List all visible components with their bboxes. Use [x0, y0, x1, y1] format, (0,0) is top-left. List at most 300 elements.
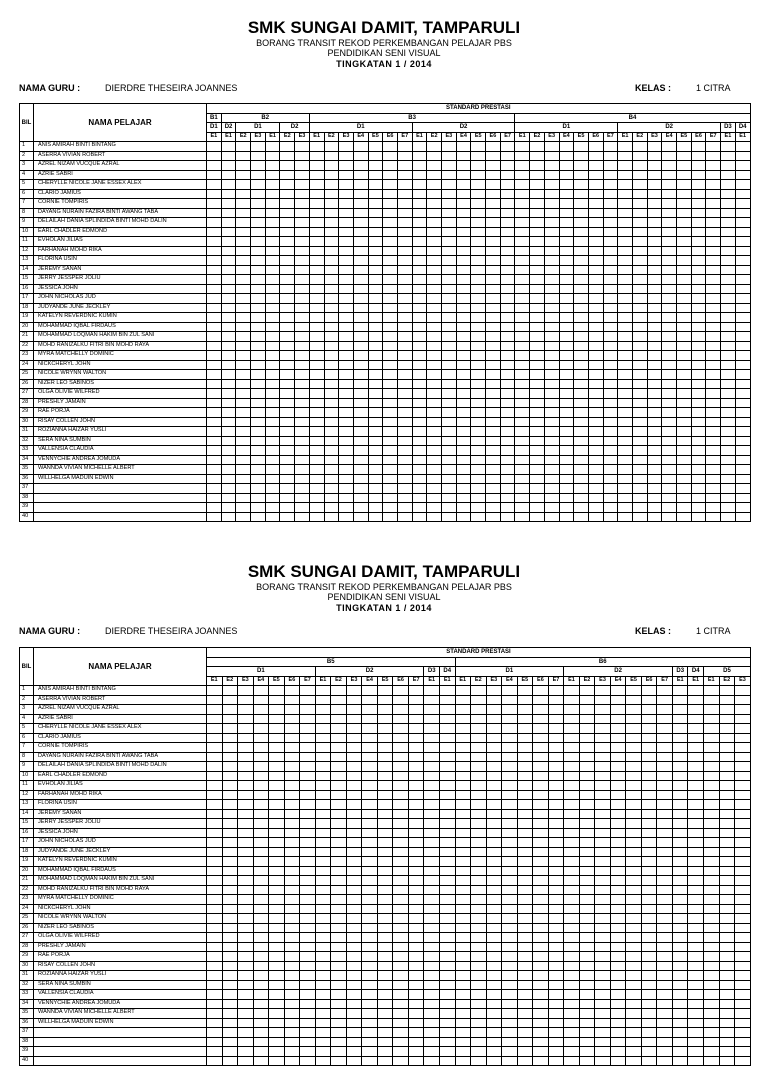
score-cell[interactable] [383, 465, 398, 475]
score-cell[interactable] [439, 847, 455, 857]
score-cell[interactable] [383, 218, 398, 228]
score-cell[interactable] [362, 1028, 378, 1038]
score-cell[interactable] [517, 714, 533, 724]
score-cell[interactable] [236, 237, 251, 247]
score-cell[interactable] [324, 246, 339, 256]
score-cell[interactable] [603, 351, 618, 361]
score-cell[interactable] [544, 408, 559, 418]
score-cell[interactable] [455, 800, 471, 810]
score-cell[interactable] [397, 142, 412, 152]
score-cell[interactable] [515, 379, 530, 389]
score-cell[interactable] [424, 895, 440, 905]
score-cell[interactable] [393, 705, 409, 715]
score-cell[interactable] [253, 847, 269, 857]
score-cell[interactable] [706, 161, 721, 171]
score-cell[interactable] [657, 819, 673, 829]
score-cell[interactable] [309, 208, 324, 218]
score-cell[interactable] [362, 762, 378, 772]
score-cell[interactable] [574, 484, 589, 494]
score-cell[interactable] [284, 999, 300, 1009]
score-cell[interactable] [486, 724, 502, 734]
score-cell[interactable] [677, 180, 692, 190]
score-cell[interactable] [295, 370, 310, 380]
score-cell[interactable] [222, 895, 238, 905]
score-cell[interactable] [595, 809, 611, 819]
score-cell[interactable] [295, 360, 310, 370]
score-cell[interactable] [383, 294, 398, 304]
score-cell[interactable] [533, 838, 549, 848]
score-cell[interactable] [719, 838, 735, 848]
score-cell[interactable] [548, 743, 564, 753]
score-cell[interactable] [324, 512, 339, 522]
score-cell[interactable] [544, 303, 559, 313]
score-cell[interactable] [353, 303, 368, 313]
score-cell[interactable] [456, 189, 471, 199]
score-cell[interactable] [721, 180, 736, 190]
score-cell[interactable] [236, 284, 251, 294]
score-cell[interactable] [251, 208, 266, 218]
score-cell[interactable] [471, 743, 487, 753]
score-cell[interactable] [408, 733, 424, 743]
score-cell[interactable] [331, 714, 347, 724]
score-cell[interactable] [471, 408, 486, 418]
score-cell[interactable] [207, 1028, 223, 1038]
score-cell[interactable] [688, 961, 704, 971]
score-cell[interactable] [721, 465, 736, 475]
score-cell[interactable] [662, 332, 677, 342]
score-cell[interactable] [455, 724, 471, 734]
score-cell[interactable] [471, 227, 486, 237]
score-cell[interactable] [221, 246, 236, 256]
score-cell[interactable] [574, 313, 589, 323]
score-cell[interactable] [502, 686, 518, 696]
score-cell[interactable] [221, 455, 236, 465]
score-cell[interactable] [579, 819, 595, 829]
score-cell[interactable] [502, 961, 518, 971]
score-cell[interactable] [471, 752, 487, 762]
score-cell[interactable] [544, 180, 559, 190]
score-cell[interactable] [688, 980, 704, 990]
score-cell[interactable] [442, 436, 457, 446]
score-cell[interactable] [353, 503, 368, 513]
score-cell[interactable] [393, 933, 409, 943]
score-cell[interactable] [610, 1028, 626, 1038]
score-cell[interactable] [368, 484, 383, 494]
score-cell[interactable] [424, 790, 440, 800]
score-cell[interactable] [721, 351, 736, 361]
score-cell[interactable] [517, 1056, 533, 1066]
score-cell[interactable] [735, 695, 751, 705]
score-cell[interactable] [207, 379, 222, 389]
score-cell[interactable] [486, 398, 501, 408]
score-cell[interactable] [309, 199, 324, 209]
score-cell[interactable] [331, 933, 347, 943]
score-cell[interactable] [397, 493, 412, 503]
score-cell[interactable] [265, 360, 280, 370]
score-cell[interactable] [309, 151, 324, 161]
score-cell[interactable] [579, 923, 595, 933]
score-cell[interactable] [564, 933, 580, 943]
score-cell[interactable] [688, 895, 704, 905]
score-cell[interactable] [677, 351, 692, 361]
score-cell[interactable] [610, 933, 626, 943]
score-cell[interactable] [339, 503, 354, 513]
score-cell[interactable] [502, 1037, 518, 1047]
score-cell[interactable] [284, 1047, 300, 1057]
score-cell[interactable] [471, 781, 487, 791]
score-cell[interactable] [719, 724, 735, 734]
score-cell[interactable] [641, 800, 657, 810]
score-cell[interactable] [424, 838, 440, 848]
score-cell[interactable] [533, 923, 549, 933]
score-cell[interactable] [647, 199, 662, 209]
score-cell[interactable] [251, 389, 266, 399]
score-cell[interactable] [735, 180, 750, 190]
score-cell[interactable] [574, 275, 589, 285]
score-cell[interactable] [548, 790, 564, 800]
score-cell[interactable] [548, 857, 564, 867]
score-cell[interactable] [353, 284, 368, 294]
score-cell[interactable] [502, 914, 518, 924]
score-cell[interactable] [595, 1047, 611, 1057]
score-cell[interactable] [735, 493, 750, 503]
score-cell[interactable] [265, 189, 280, 199]
score-cell[interactable] [706, 455, 721, 465]
score-cell[interactable] [735, 332, 750, 342]
score-cell[interactable] [502, 942, 518, 952]
score-cell[interactable] [657, 762, 673, 772]
score-cell[interactable] [295, 503, 310, 513]
score-cell[interactable] [721, 265, 736, 275]
score-cell[interactable] [331, 942, 347, 952]
score-cell[interactable] [574, 503, 589, 513]
score-cell[interactable] [721, 151, 736, 161]
score-cell[interactable] [309, 303, 324, 313]
score-cell[interactable] [309, 322, 324, 332]
score-cell[interactable] [207, 800, 223, 810]
score-cell[interactable] [362, 724, 378, 734]
score-cell[interactable] [300, 933, 316, 943]
score-cell[interactable] [265, 151, 280, 161]
score-cell[interactable] [530, 284, 545, 294]
score-cell[interactable] [662, 503, 677, 513]
score-cell[interactable] [500, 408, 515, 418]
score-cell[interactable] [324, 436, 339, 446]
score-cell[interactable] [530, 294, 545, 304]
score-cell[interactable] [579, 980, 595, 990]
score-cell[interactable] [603, 161, 618, 171]
score-cell[interactable] [324, 189, 339, 199]
score-cell[interactable] [603, 246, 618, 256]
score-cell[interactable] [533, 876, 549, 886]
score-cell[interactable] [424, 971, 440, 981]
score-cell[interactable] [603, 370, 618, 380]
score-cell[interactable] [315, 923, 331, 933]
score-cell[interactable] [324, 322, 339, 332]
score-cell[interactable] [530, 398, 545, 408]
score-cell[interactable] [603, 379, 618, 389]
score-cell[interactable] [424, 847, 440, 857]
score-cell[interactable] [412, 436, 427, 446]
score-cell[interactable] [548, 809, 564, 819]
score-cell[interactable] [221, 199, 236, 209]
score-cell[interactable] [377, 990, 393, 1000]
score-cell[interactable] [515, 465, 530, 475]
score-cell[interactable] [280, 180, 295, 190]
score-cell[interactable] [207, 142, 222, 152]
score-cell[interactable] [735, 999, 751, 1009]
score-cell[interactable] [315, 809, 331, 819]
score-cell[interactable] [704, 942, 720, 952]
score-cell[interactable] [691, 227, 706, 237]
score-cell[interactable] [300, 876, 316, 886]
score-cell[interactable] [295, 161, 310, 171]
score-cell[interactable] [236, 151, 251, 161]
score-cell[interactable] [471, 265, 486, 275]
score-cell[interactable] [618, 436, 633, 446]
score-cell[interactable] [368, 370, 383, 380]
score-cell[interactable] [368, 408, 383, 418]
score-cell[interactable] [641, 752, 657, 762]
score-cell[interactable] [222, 1056, 238, 1066]
score-cell[interactable] [439, 895, 455, 905]
score-cell[interactable] [691, 313, 706, 323]
score-cell[interactable] [393, 1018, 409, 1028]
score-cell[interactable] [735, 790, 751, 800]
score-cell[interactable] [236, 180, 251, 190]
score-cell[interactable] [548, 904, 564, 914]
score-cell[interactable] [280, 142, 295, 152]
score-cell[interactable] [672, 724, 688, 734]
score-cell[interactable] [393, 1056, 409, 1066]
score-cell[interactable] [383, 265, 398, 275]
score-cell[interactable] [362, 961, 378, 971]
score-cell[interactable] [579, 800, 595, 810]
score-cell[interactable] [471, 847, 487, 857]
score-cell[interactable] [626, 971, 642, 981]
score-cell[interactable] [548, 923, 564, 933]
score-cell[interactable] [641, 838, 657, 848]
score-cell[interactable] [610, 885, 626, 895]
score-cell[interactable] [610, 971, 626, 981]
score-cell[interactable] [471, 493, 486, 503]
score-cell[interactable] [442, 189, 457, 199]
score-cell[interactable] [544, 389, 559, 399]
score-cell[interactable] [719, 904, 735, 914]
score-cell[interactable] [269, 1028, 285, 1038]
score-cell[interactable] [456, 265, 471, 275]
score-cell[interactable] [280, 227, 295, 237]
score-cell[interactable] [677, 161, 692, 171]
score-cell[interactable] [721, 284, 736, 294]
score-cell[interactable] [471, 800, 487, 810]
score-cell[interactable] [515, 151, 530, 161]
score-cell[interactable] [251, 142, 266, 152]
score-cell[interactable] [362, 895, 378, 905]
score-cell[interactable] [672, 1047, 688, 1057]
score-cell[interactable] [595, 933, 611, 943]
score-cell[interactable] [353, 360, 368, 370]
score-cell[interactable] [383, 512, 398, 522]
score-cell[interactable] [207, 161, 222, 171]
score-cell[interactable] [221, 284, 236, 294]
score-cell[interactable] [331, 828, 347, 838]
score-cell[interactable] [662, 227, 677, 237]
score-cell[interactable] [383, 493, 398, 503]
score-cell[interactable] [393, 914, 409, 924]
score-cell[interactable] [284, 1018, 300, 1028]
score-cell[interactable] [533, 914, 549, 924]
score-cell[interactable] [502, 733, 518, 743]
score-cell[interactable] [641, 1047, 657, 1057]
score-cell[interactable] [207, 427, 222, 437]
score-cell[interactable] [412, 294, 427, 304]
score-cell[interactable] [544, 189, 559, 199]
score-cell[interactable] [280, 351, 295, 361]
score-cell[interactable] [265, 170, 280, 180]
score-cell[interactable] [442, 284, 457, 294]
score-cell[interactable] [559, 199, 574, 209]
score-cell[interactable] [207, 1047, 223, 1057]
score-cell[interactable] [455, 771, 471, 781]
score-cell[interactable] [515, 208, 530, 218]
score-cell[interactable] [339, 265, 354, 275]
score-cell[interactable] [548, 990, 564, 1000]
score-cell[interactable] [500, 398, 515, 408]
score-cell[interactable] [662, 474, 677, 484]
score-cell[interactable] [207, 303, 222, 313]
score-cell[interactable] [706, 151, 721, 161]
score-cell[interactable] [662, 360, 677, 370]
score-cell[interactable] [393, 1047, 409, 1057]
score-cell[interactable] [471, 208, 486, 218]
score-cell[interactable] [579, 828, 595, 838]
score-cell[interactable] [471, 455, 486, 465]
score-cell[interactable] [236, 465, 251, 475]
score-cell[interactable] [424, 961, 440, 971]
score-cell[interactable] [315, 1047, 331, 1057]
score-cell[interactable] [626, 1018, 642, 1028]
score-cell[interactable] [486, 332, 501, 342]
score-cell[interactable] [427, 322, 442, 332]
score-cell[interactable] [641, 999, 657, 1009]
score-cell[interactable] [315, 952, 331, 962]
score-cell[interactable] [383, 379, 398, 389]
score-cell[interactable] [632, 389, 647, 399]
score-cell[interactable] [677, 189, 692, 199]
score-cell[interactable] [362, 695, 378, 705]
score-cell[interactable] [222, 733, 238, 743]
score-cell[interactable] [502, 714, 518, 724]
score-cell[interactable] [588, 237, 603, 247]
score-cell[interactable] [439, 800, 455, 810]
score-cell[interactable] [346, 1047, 362, 1057]
score-cell[interactable] [424, 714, 440, 724]
score-cell[interactable] [238, 1056, 254, 1066]
score-cell[interactable] [456, 284, 471, 294]
score-cell[interactable] [253, 895, 269, 905]
score-cell[interactable] [533, 990, 549, 1000]
score-cell[interactable] [548, 695, 564, 705]
score-cell[interactable] [442, 265, 457, 275]
score-cell[interactable] [706, 180, 721, 190]
score-cell[interactable] [533, 790, 549, 800]
score-cell[interactable] [632, 208, 647, 218]
score-cell[interactable] [222, 800, 238, 810]
score-cell[interactable] [704, 990, 720, 1000]
score-cell[interactable] [368, 218, 383, 228]
score-cell[interactable] [486, 961, 502, 971]
score-cell[interactable] [207, 819, 223, 829]
score-cell[interactable] [439, 724, 455, 734]
score-cell[interactable] [346, 705, 362, 715]
score-cell[interactable] [618, 313, 633, 323]
score-cell[interactable] [486, 465, 501, 475]
score-cell[interactable] [517, 828, 533, 838]
score-cell[interactable] [641, 828, 657, 838]
score-cell[interactable] [251, 417, 266, 427]
score-cell[interactable] [502, 895, 518, 905]
score-cell[interactable] [455, 885, 471, 895]
score-cell[interactable] [269, 828, 285, 838]
score-cell[interactable] [324, 427, 339, 437]
score-cell[interactable] [353, 294, 368, 304]
score-cell[interactable] [412, 170, 427, 180]
score-cell[interactable] [721, 275, 736, 285]
score-cell[interactable] [442, 170, 457, 180]
score-cell[interactable] [588, 351, 603, 361]
score-cell[interactable] [439, 1037, 455, 1047]
score-cell[interactable] [579, 771, 595, 781]
score-cell[interactable] [346, 914, 362, 924]
score-cell[interactable] [588, 322, 603, 332]
score-cell[interactable] [253, 752, 269, 762]
score-cell[interactable] [500, 294, 515, 304]
score-cell[interactable] [412, 256, 427, 266]
score-cell[interactable] [280, 303, 295, 313]
score-cell[interactable] [548, 914, 564, 924]
score-cell[interactable] [295, 142, 310, 152]
score-cell[interactable] [251, 351, 266, 361]
score-cell[interactable] [251, 436, 266, 446]
score-cell[interactable] [704, 847, 720, 857]
score-cell[interactable] [324, 303, 339, 313]
score-cell[interactable] [610, 800, 626, 810]
score-cell[interactable] [309, 493, 324, 503]
score-cell[interactable] [221, 227, 236, 237]
score-cell[interactable] [362, 705, 378, 715]
score-cell[interactable] [346, 714, 362, 724]
score-cell[interactable] [309, 455, 324, 465]
score-cell[interactable] [691, 218, 706, 228]
score-cell[interactable] [486, 341, 501, 351]
score-cell[interactable] [500, 360, 515, 370]
score-cell[interactable] [502, 980, 518, 990]
score-cell[interactable] [486, 857, 502, 867]
score-cell[interactable] [517, 980, 533, 990]
score-cell[interactable] [662, 161, 677, 171]
score-cell[interactable] [221, 180, 236, 190]
score-cell[interactable] [471, 1056, 487, 1066]
score-cell[interactable] [688, 847, 704, 857]
score-cell[interactable] [603, 455, 618, 465]
score-cell[interactable] [564, 762, 580, 772]
score-cell[interactable] [688, 923, 704, 933]
score-cell[interactable] [603, 322, 618, 332]
score-cell[interactable] [377, 952, 393, 962]
score-cell[interactable] [251, 465, 266, 475]
score-cell[interactable] [412, 351, 427, 361]
